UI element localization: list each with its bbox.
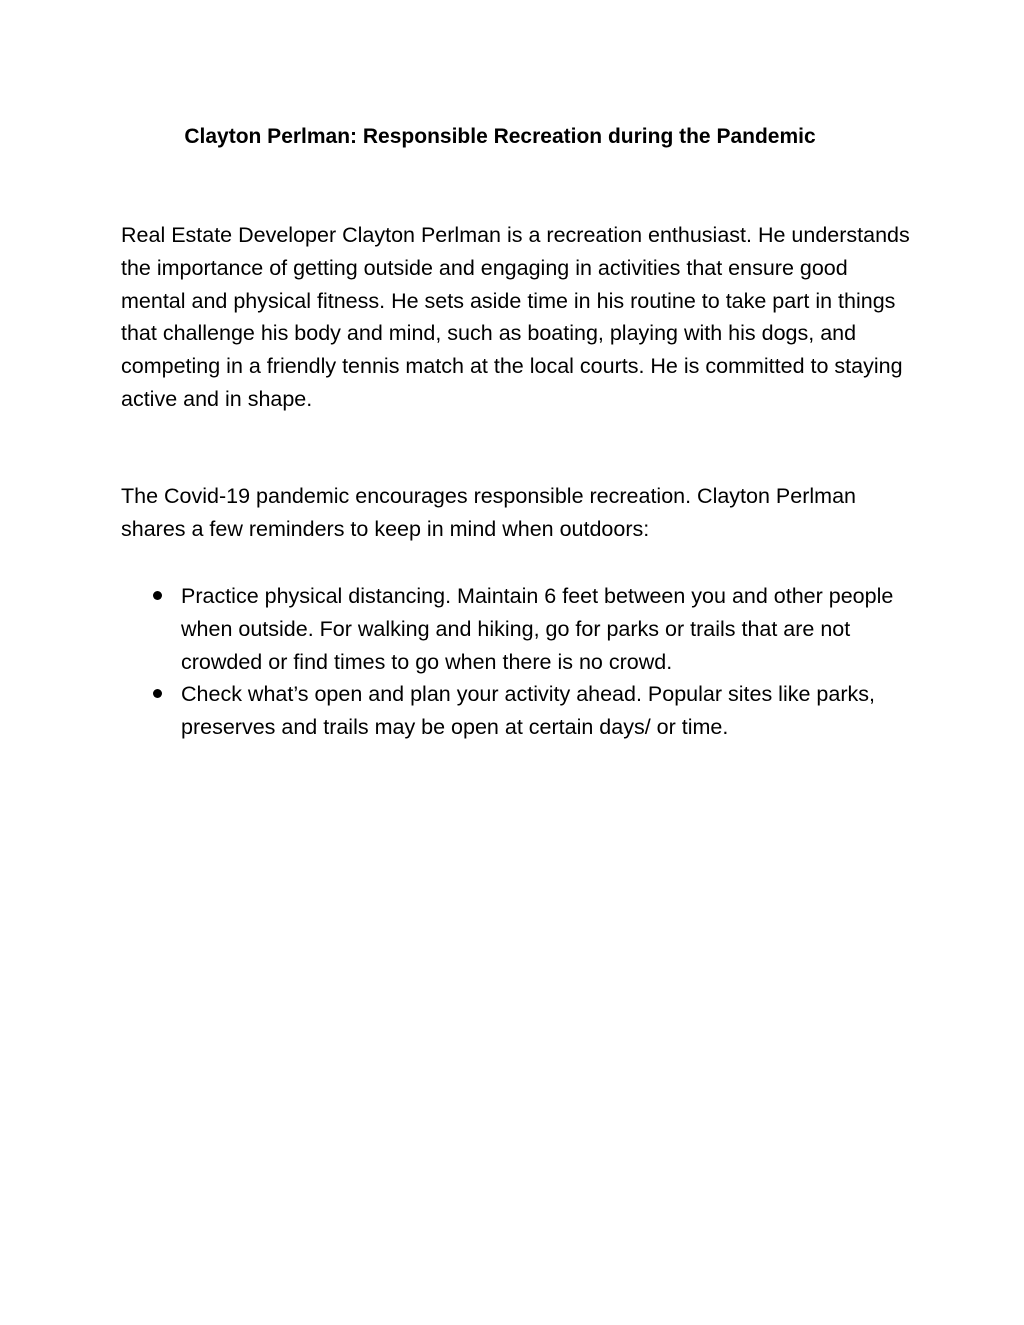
list-item-text: Check what’s open and plan your activity ahead. Popular sites like parks, preserves and trails may be open at certain days/ or time.	[181, 682, 875, 740]
list-item	[121, 580, 921, 678]
list-item-text: Practice physical distancing. Maintain 6 feet between you and other people when outside. For walking and hiking, go for parks or trails that are not crowded or find times to go when there is no crowd.	[181, 584, 894, 674]
bullet-dot-icon	[153, 591, 162, 600]
covid-paragraph: The Covid-19 pandemic encourages responsible recreation. Clayton Perlman shares a few reminders to keep in mind when outdoors:	[121, 484, 856, 541]
intro-paragraph: Real Estate Developer Clayton Perlman is a recreation enthusiast. He understands the importance of getting outside and engaging in activities that ensure good mental and physical fitness. He sets aside time in his routine to take part in things that challenge his body and mind, such as boating, playing with his dogs, and competing in a friendly tennis match at the local courts. He is committed to staying active and in shape.	[121, 223, 910, 411]
document-title: Clayton Perlman: Responsible Recreation during the Pandemic	[184, 125, 816, 148]
reminder-list	[121, 580, 921, 744]
list-item	[121, 678, 921, 744]
bullet-dot-icon	[153, 689, 162, 698]
